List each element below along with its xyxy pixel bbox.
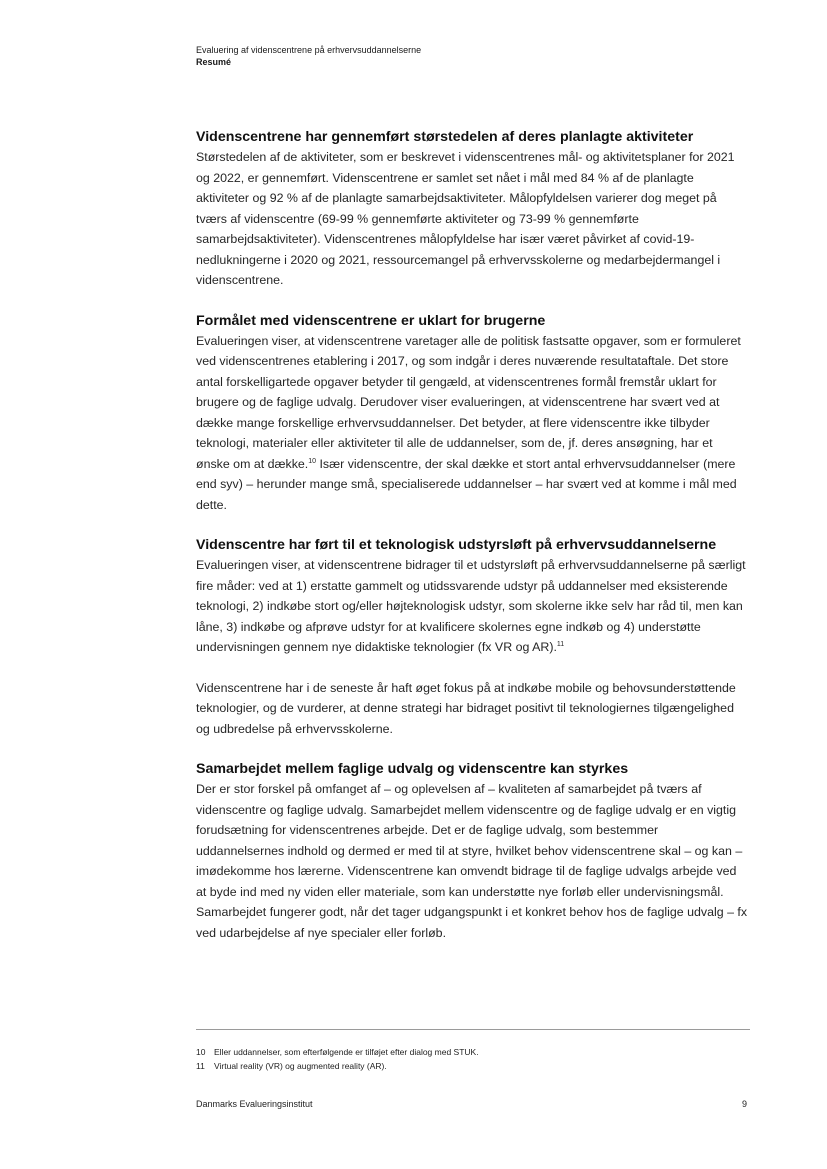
section-heading: Samarbejdet mellem faglige udvalg og videnscentre kan styrkes [196, 761, 629, 777]
section-collaboration [196, 760, 748, 943]
section-heading: Videnscentrene har gennemført størstedelen af deres planlagte aktiviteter [196, 129, 694, 145]
paragraph: Der er stor forskel på omfanget af – og oplevelsen af – kvaliteten af samarbejdet på tværs af videnscentre og faglige udvalg. Samarbejdet mellem videnscentre og de faglige udvalg er en vigtig forudsætning for videnscentrenes arbejde. Det er de faglige udvalg, som bestemmer uddannelsernes indhold og dermed er med til at styre, hvilket behov videnscentrene skal – og kan – imødekomme hos lærerne. Videnscentrene kan omvendt bidrage til de faglige udvalgs arbejde ved at byde ind med ny viden eller materiale, som kan understøtte nye forløb eller undervisningsmål. Samarbejdet fungerer godt, når det tager udgangspunkt i et konkret behov hos de faglige udvalg – fx ved udarbejdelse af nye specialer eller forløb. [196, 782, 748, 940]
paragraph-text: Evalueringen viser, at videnscentrene bidrager til et udstyrsløft på erhvervsuddannelserne på særligt fire måder: ved at 1) erstatte gammelt og utidssvarende udstyr på uddannelser med eksisterende teknologi, 2) indkøbe stort og/eller højteknologisk udstyr, som skolerne ikke selv har råd til, men kan låne, 3) indkøbe og afprøve udstyr for at kvalificere skolernes egne indkøb og 4) understøtte undervisningen gennem nye didaktiske teknologier (fx VR og AR). [196, 558, 746, 654]
footnote-ref-11[interactable]: 11 [556, 640, 565, 648]
page-number: 9 [742, 1099, 748, 1109]
paragraph [196, 555, 748, 658]
main-content [196, 128, 748, 964]
section-purpose [196, 312, 748, 516]
paragraph [196, 331, 748, 516]
paragraph: Videnscentrene har i de seneste år haft øget fokus på at indkøbe mobile og behovsunderstøttende teknologier, og de vurderer, at denne strategi har bidraget positivt til teknologiernes tilgængelighed og udbredelse på erhvervsskolerne. [196, 680, 736, 736]
footnote-divider [196, 1029, 750, 1030]
section-heading: Videnscentre har ført til et teknologisk udstyrsløft på erhvervsuddannelserne [196, 537, 717, 553]
section-activities [196, 128, 748, 291]
footnote-item [196, 1059, 479, 1073]
footnote-number: 10 [196, 1047, 206, 1057]
footnote-text: Eller uddannelser, som efterfølgende er tilføjet efter dialog med STUK. [214, 1047, 479, 1057]
footnote-ref-10[interactable]: 10 [308, 457, 317, 465]
footer-publisher: Danmarks Evalueringsinstitut [196, 1099, 313, 1109]
footnotes [196, 1045, 479, 1073]
footnote-text: Virtual reality (VR) og augmented reality (AR). [214, 1061, 387, 1071]
paragraph: Størstedelen af de aktiviteter, som er beskrevet i videnscentrenes mål- og aktivitetsplaner for 2021 og 2022, er gennemført. Videnscentrene er samlet set nået i mål med 84 % af de planlagte aktiviteter og 92 % af de planlagte samarbejdsaktiviteter. Målopfyldelsen varierer dog meget på tværs af videnscentre (69-99 % gennemførte aktiviteter og 73-99 % gennemførte samarbejdsaktiviteter). Videnscentrenes målopfyldelse har især været påvirket af covid-19-nedlukningerne i 2020 og 2021, ressourcemangel på erhvervsskolerne og medarbejdermangel i videnscentrene. [196, 150, 735, 287]
footnote-item [196, 1045, 479, 1059]
section-heading: Formålet med videnscentrene er uklart for brugerne [196, 312, 546, 329]
document-title: Evaluering af videnscentrene på erhvervsuddannelserne [196, 45, 422, 55]
paragraph-text: Evalueringen viser, at videnscentrene varetager alle de politisk fastsatte opgaver, som er formuleret ved videnscentrenes etablering i 2017, og som indgår i deres nuværende resultataftale. Det store antal forskelligartede opgaver betyder til gengæld, at videnscentrenes formål fremstår uklart for brugere og de faglige udvalg. Derudover viser evalueringen, at videnscentrene har svært ved at dække mange forskellige erhvervsuddannelser. Det betyder, at flere videnscentre ikke tilbyder teknologi, materialer eller aktiviteter til alle de uddannelser, som de, jf. deres ansøgning, har et ønske om at dække. [196, 333, 741, 471]
running-header [196, 44, 421, 68]
paragraph-text: Især videnscentre, der skal dække et stort antal erhvervsuddannelser (mere end syv) – herunder mange små, specialiserede uddannelser – har svært ved at komme i mål med dette. [196, 456, 737, 512]
footnote-number: 11 [196, 1061, 205, 1071]
section-equipment [196, 536, 748, 739]
section-label: Resumé [196, 57, 232, 67]
